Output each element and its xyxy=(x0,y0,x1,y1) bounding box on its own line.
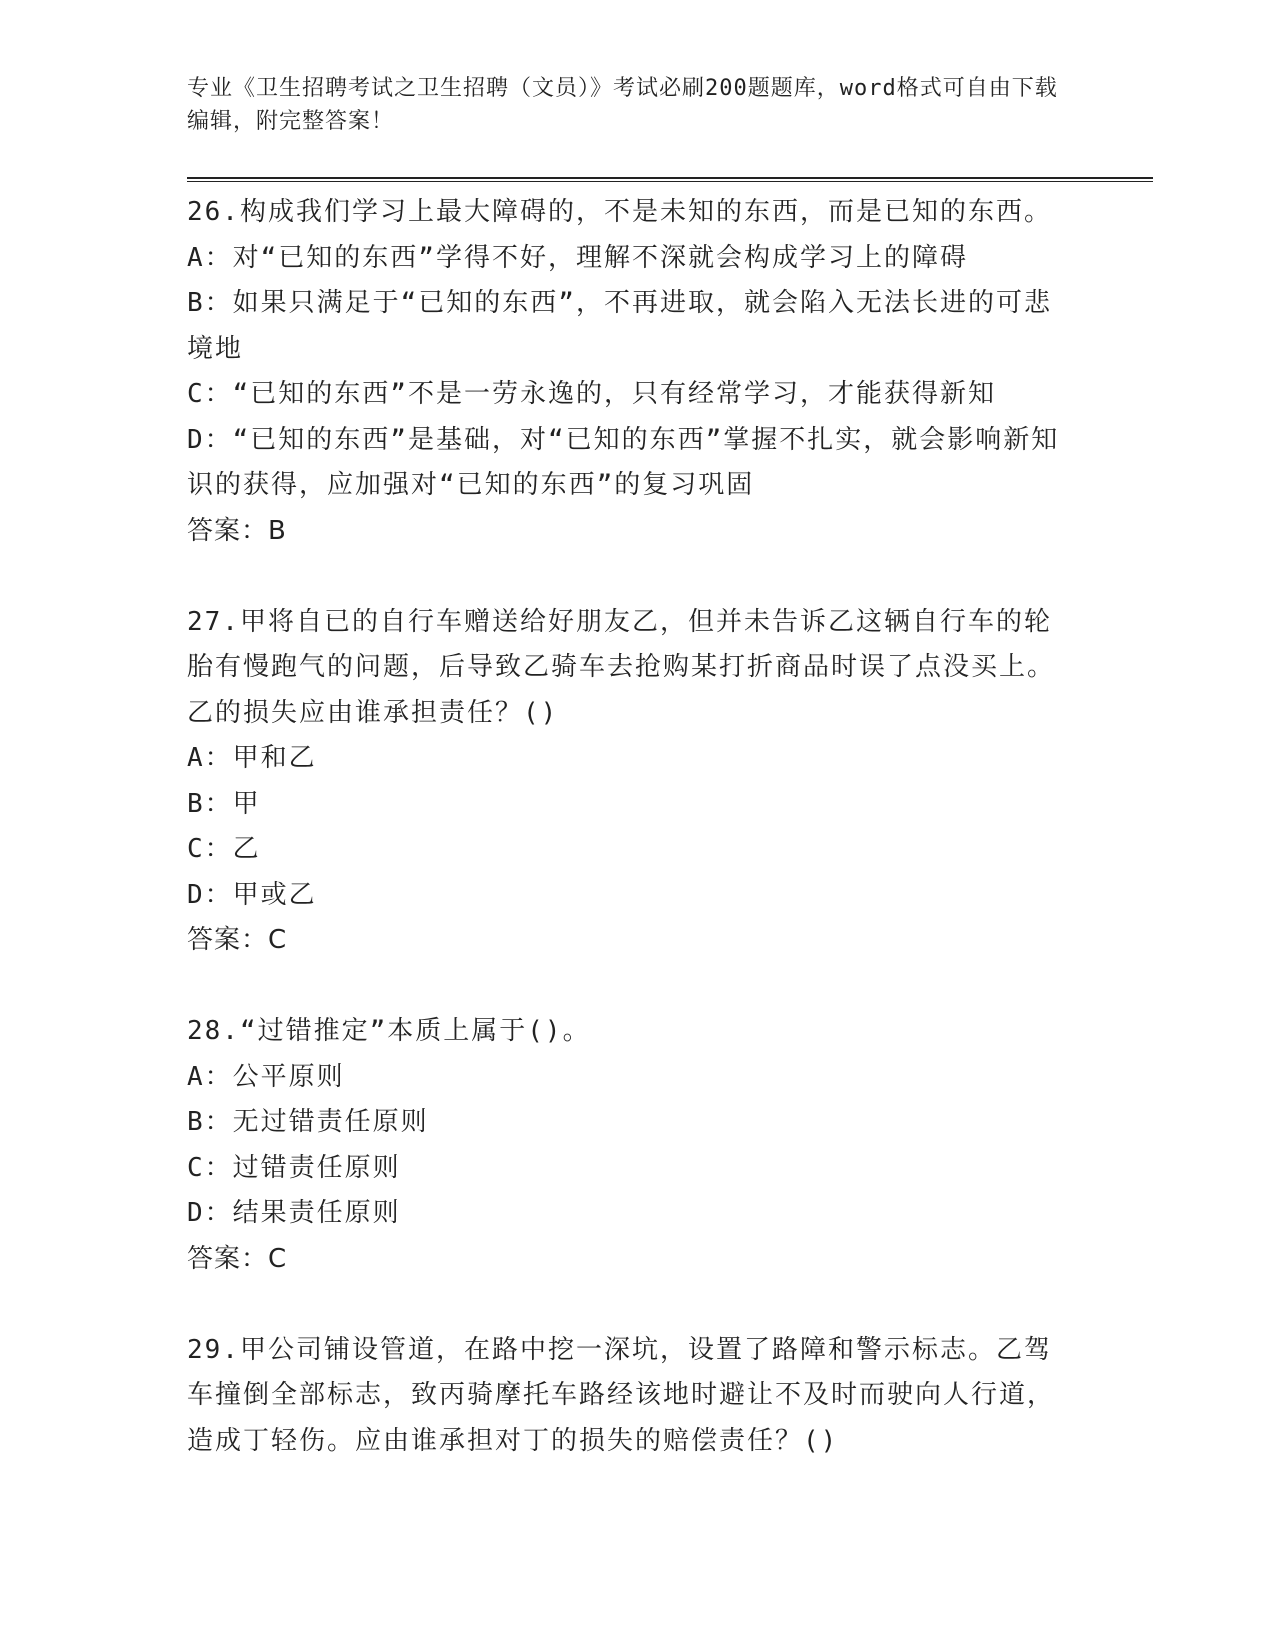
answer-line: 答案：C xyxy=(187,1243,288,1274)
question-28 xyxy=(187,1009,1067,1282)
question-stem: 26.构成我们学习上最大障碍的，不是未知的东西，而是已知的东西。 xyxy=(187,197,1052,227)
option-b: B：无过错责任原则 xyxy=(187,1107,429,1137)
question-27 xyxy=(187,600,1067,964)
option-b: B：如果只满足于“已知的东西”，不再进取，就会陷入无法长进的可悲境地 xyxy=(187,288,1052,364)
question-stem: 28.“过错推定”本质上属于()。 xyxy=(187,1016,591,1046)
option-d: D：甲或乙 xyxy=(187,879,317,910)
question-stem: 29.甲公司铺设管道，在路中挖一深坑，设置了路障和警示标志。乙驾车撞倒全部标志，致丙骑摩托车路经该地时避让不及时而驶向人行道，造成丁轻伤。应由谁承担对丁的损失的赔偿责任？() xyxy=(187,1334,1056,1456)
document-header: 专业《卫生招聘考试之卫生招聘（文员）》考试必刷200题题库，word格式可自由下载编辑，附完整答案！ xyxy=(187,76,1058,134)
question-list xyxy=(187,190,1067,1464)
option-a: A：甲和乙 xyxy=(187,743,317,773)
option-a: A：对“已知的东西”学得不好，理解不深就会构成学习上的障碍 xyxy=(187,242,968,273)
answer-line: 答案：C xyxy=(187,925,288,955)
question-26 xyxy=(187,190,1067,554)
option-d: D：“已知的东西”是基础，对“已知的东西”掌握不扎实，就会影响新知识的获得，应加强对“已知的东西”的复习巩固 xyxy=(187,424,1060,500)
question-29 xyxy=(187,1328,1067,1465)
header-divider xyxy=(187,177,1153,182)
option-a: A：公平原则 xyxy=(187,1061,345,1092)
answer-line: 答案：B xyxy=(187,515,287,546)
question-gap xyxy=(187,964,1067,1010)
option-c: C：“已知的东西”不是一劳永逸的，只有经常学习，才能获得新知 xyxy=(187,379,996,409)
question-gap xyxy=(187,554,1067,600)
question-gap xyxy=(187,1282,1067,1328)
option-c: C：乙 xyxy=(187,834,261,864)
option-d: D：结果责任原则 xyxy=(187,1198,401,1228)
option-c: C：过错责任原则 xyxy=(187,1152,401,1183)
option-b: B：甲 xyxy=(187,788,261,819)
question-stem: 27.甲将自已的自行车赠送给好朋友乙，但并未告诉乙这辆自行车的轮胎有慢跑气的问题，后导致乙骑车去抢购某打折商品时误了点没买上。乙的损失应由谁承担责任？() xyxy=(187,606,1056,728)
